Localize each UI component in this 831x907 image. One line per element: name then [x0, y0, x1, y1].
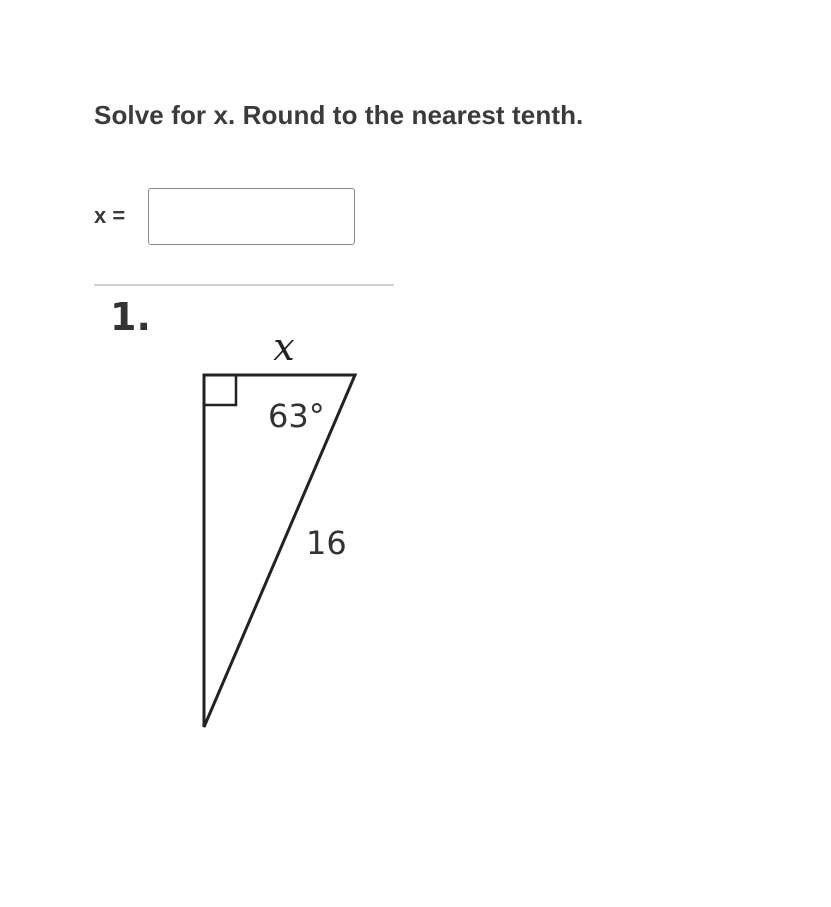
- angle-label: 63°: [268, 397, 325, 435]
- top-side-label: x: [273, 325, 295, 369]
- triangle-diagram: [94, 290, 394, 740]
- divider: [94, 284, 394, 286]
- problem-number: 1.: [110, 295, 151, 339]
- triangle-figure: [94, 290, 394, 740]
- answer-label: x =: [94, 203, 126, 228]
- answer-row: [94, 186, 355, 246]
- right-angle-marker: [204, 375, 236, 405]
- question-prompt: Solve for x. Round to the nearest tenth.: [94, 100, 584, 130]
- hypotenuse-label: 16: [306, 524, 347, 562]
- answer-input[interactable]: [148, 188, 355, 245]
